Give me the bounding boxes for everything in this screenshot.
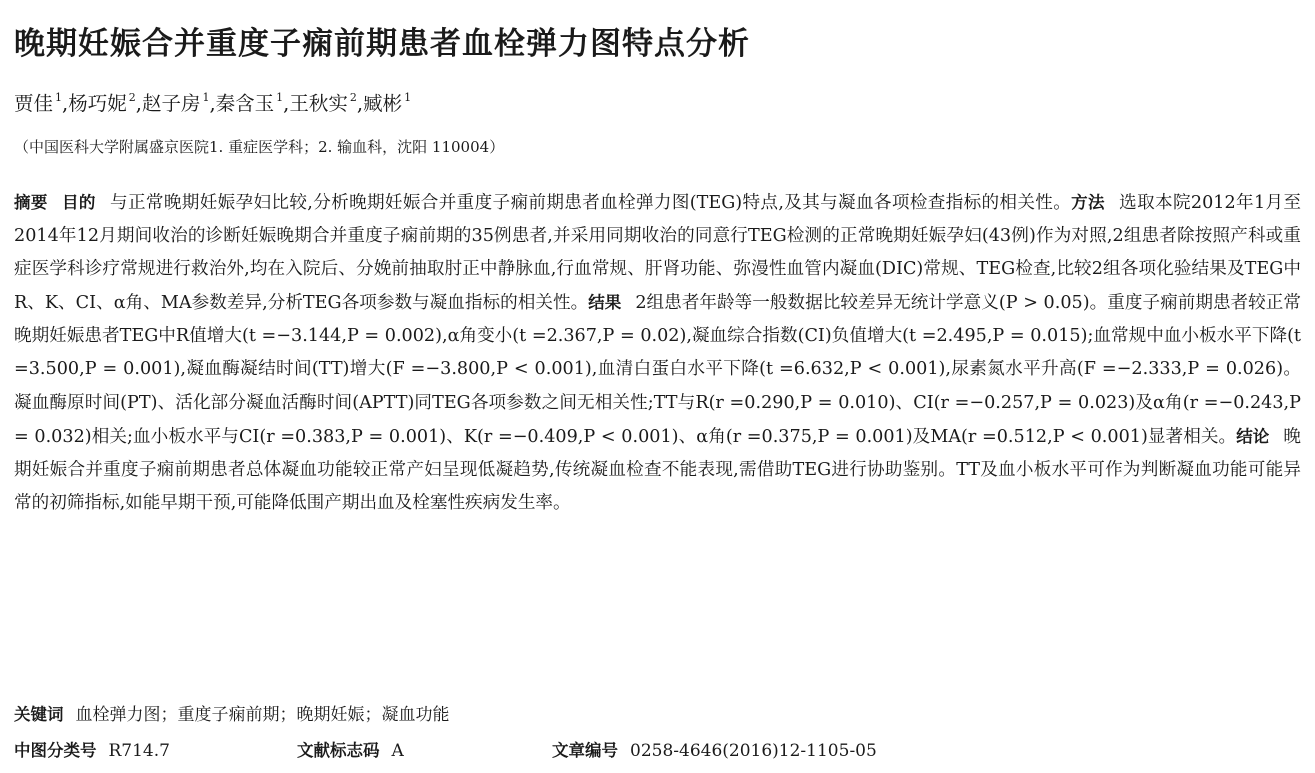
author-affiliation-mark: 2 <box>128 91 136 104</box>
conclusion-label: 结论 <box>1236 426 1270 446</box>
methods-label: 方法 <box>1071 193 1105 212</box>
article-no-value: 0258-4646(2016)12-1105-05 <box>630 741 877 761</box>
abstract-paragraph <box>14 186 1301 520</box>
author-name: 贾佳 <box>14 92 54 115</box>
results-text: 2组患者年龄等一般数据比较差异无统计学意义(P > 0.05)。重度子痫前期患者较正常晚期妊娠患者TEG中R值增大(t =−3.144,P = 0.002),α角变小(t =2.367,P = 0.02),凝血综合指数(CI)负值增大(t =2.495,P = 0.015);血常规中血小板水平下降(t =3.500,P = 0.001),凝血酶凝结时间(TT)增大(F =−3.800,P < 0.001),血清白蛋白水平下降(t =6.632,P < 0.001),尿素氮水平升高(F =−2.333,P = 0.026)。凝血酶原时间(PT)、活化部分凝血活酶时间(APTT)同TEG各项参数之间无相关性;TT与R(r =0.290,P = 0.010)、CI(r =−0.257,P = 0.023)及α角(r =−0.243,P = 0.032)相关;血小板水平与CI(r =0.383,P = 0.001)、K(r =−0.409,P < 0.001)、α角(r =0.375,P = 0.001)及MA(r =0.512,P < 0.001)显著相关。 <box>14 293 1302 447</box>
article-no-item <box>552 737 877 761</box>
keywords-label: 关键词 <box>14 705 64 724</box>
affiliation-line: （中国医科大学附属盛京医院1. 重症医学科；2. 输血科，沈阳 110004） <box>14 138 505 156</box>
article-no-label: 文章编号 <box>552 741 618 760</box>
doc-code-value: A <box>391 741 404 761</box>
objective-text: 与正常晚期妊娠孕妇比较,分析晚期妊娠合并重度子痫前期患者血栓弹力图(TEG)特点,及其与凝血各项检查指标的相关性。 <box>109 193 1072 213</box>
conclusion-text: 晚期妊娠合并重度子痫前期患者总体凝血功能较正常产妇呈现低凝趋势,传统凝血检查不能表现,需借助TEG进行协助鉴别。TT及血小板水平可作为判断凝血功能可能异常的初筛指标,如能早期干预,可能降低围产期出血及栓塞性疾病发生率。 <box>14 426 1301 513</box>
methods-text: 选取本院2012年1月至2014年12月期间收治的诊断妊娠晚期合并重度子痫前期的35例患者,并采用同期收治的同意行TEG检测的正常晚期妊娠孕妇(43例)作为对照,2组患者除按照产科或重症医学科诊疗常规进行救治外,均在入院后、分娩前抽取肘正中静脉血,行血常规、肝肾功能、弥漫性血管内凝血(DIC)常规、TEG检查,比较2组各项化验结果及TEG中R、K、CI、α角、MA参数差异,分析TEG各项参数与凝血指标的相关性。 <box>14 193 1302 314</box>
keywords-line <box>14 700 450 725</box>
author-name: 秦含玉 <box>215 92 275 115</box>
clc-item <box>14 737 297 761</box>
clc-label: 中图分类号 <box>14 741 97 760</box>
results-label: 结果 <box>588 293 622 313</box>
author-affiliation-mark: 2 <box>349 91 357 104</box>
author-affiliation-mark: 1 <box>202 91 210 104</box>
author-name: 臧彬 <box>363 92 403 115</box>
author-name: 杨巧妮 <box>68 92 127 115</box>
doc-code-item <box>297 737 552 761</box>
author-affiliation-mark: 1 <box>55 91 63 104</box>
author-affiliation-mark: 1 <box>276 91 284 104</box>
abstract-label: 摘要 <box>14 193 48 212</box>
author-list: 贾佳 $^1$,杨巧妮 $^2$,赵子房 $^1$,秦含玉 $^1$,王秋实 $^2$,臧彬 $^1$ <box>14 91 412 115</box>
objective-label: 目的 <box>61 193 96 212</box>
author-name: 王秋实 <box>289 92 348 115</box>
classification-line <box>14 737 877 761</box>
author-name: 赵子房 <box>141 92 201 115</box>
clc-value: R714.7 <box>108 741 170 761</box>
paper-title: 晚期妊娠合并重度子痫前期患者血栓弹力图特点分析 <box>14 26 750 62</box>
doc-code-label: 文献标志码 <box>297 741 380 760</box>
author-affiliation-mark: 1 <box>404 91 412 104</box>
keywords-text: 血栓弹力图；重度子痫前期；晚期妊娠；凝血功能 <box>75 705 450 725</box>
